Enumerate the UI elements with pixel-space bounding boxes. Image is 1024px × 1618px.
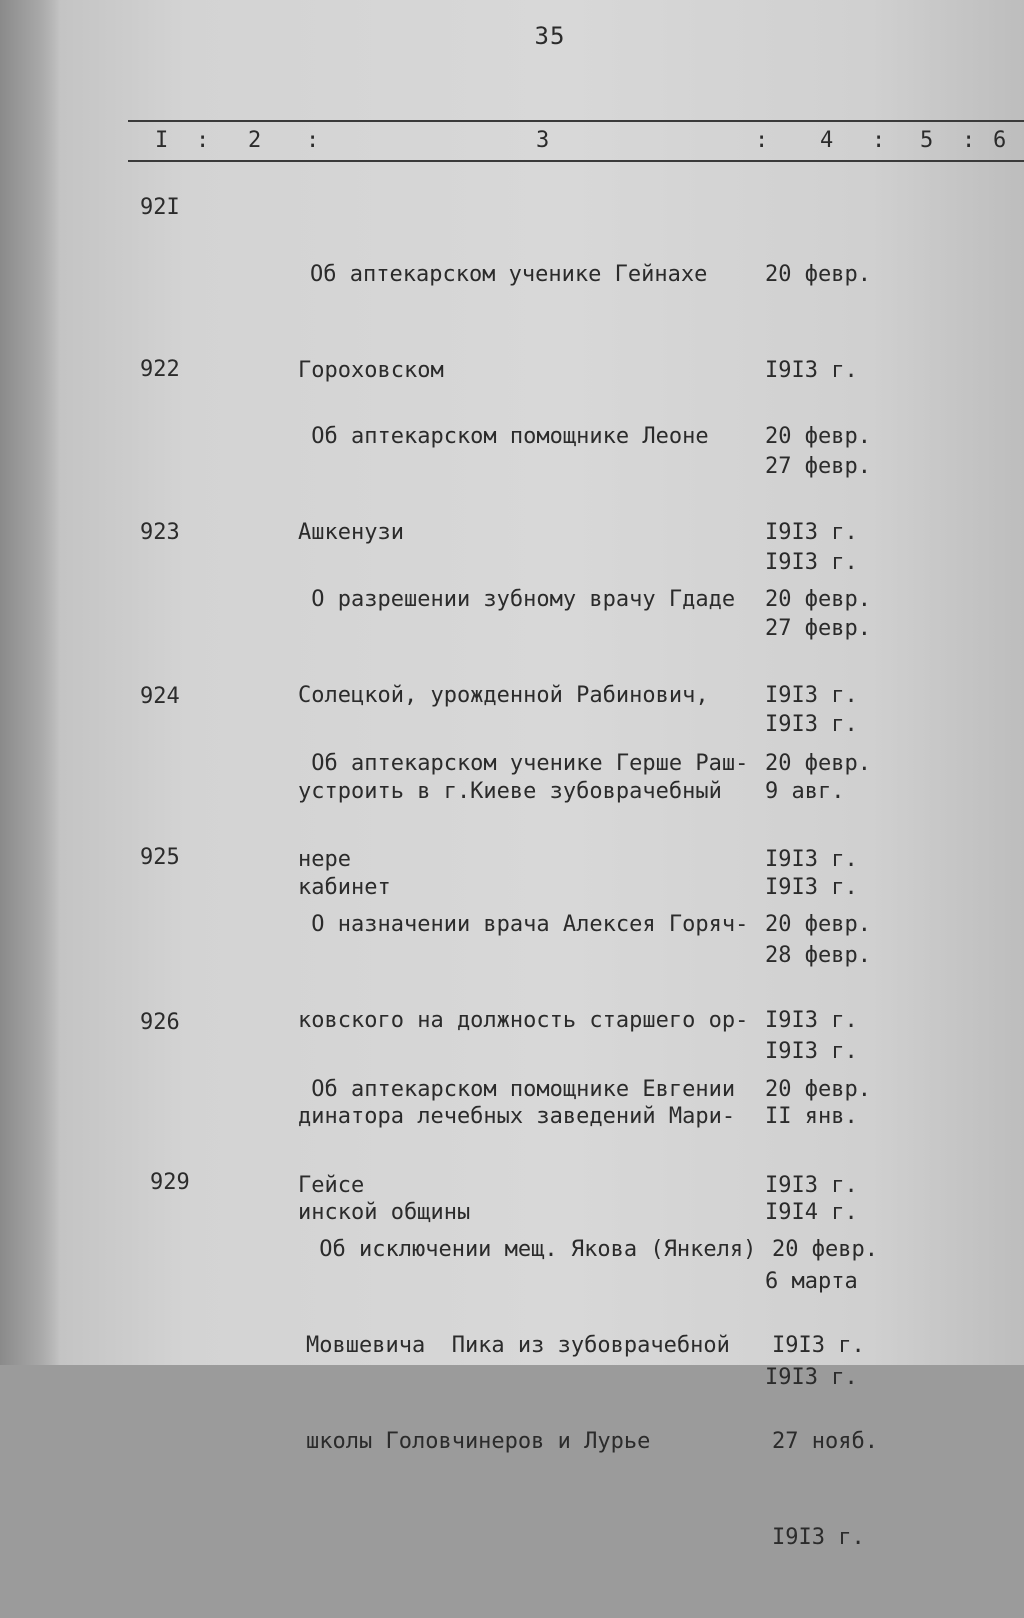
entry-number: 925: [140, 845, 180, 870]
header-top-rule: [128, 120, 1024, 122]
entry-title-line: Мовшевича Пика из зубоврачебной: [306, 1333, 730, 1358]
entry-date-line: 27 февр.: [765, 616, 871, 641]
entry-date-line: I9I3 г.: [765, 712, 858, 737]
entry-number: 924: [140, 684, 180, 709]
entry-title: [306, 1170, 776, 1522]
entry-title-line: Об исключении мещ. Якова (Янкеля): [306, 1237, 757, 1262]
entry-date-line: 27 нояб.: [772, 1429, 878, 1454]
entry-title-line: Об аптекарском ученике Герше Раш-: [298, 751, 749, 776]
column-header-5: 5: [920, 128, 934, 153]
entry-number: 926: [140, 1010, 180, 1035]
entry-title-line: школы Головчинеров и Лурье: [306, 1429, 651, 1454]
entry-title-line: ковского на должность старшего ор-: [298, 1008, 749, 1033]
entry-date-line: 20 февр.: [765, 424, 871, 449]
entry-title-line: Ашкенузи: [298, 520, 404, 545]
entry-date-line: I9I3 г.: [772, 1333, 865, 1358]
entry-title-line: Об аптекарском помощнике Леоне: [298, 424, 709, 449]
entry-date-line: 27 февр.: [765, 454, 871, 479]
binding-shadow: [0, 0, 60, 1365]
entry-date-line: II янв.: [765, 1104, 858, 1129]
entry-date-line: I9I3 г.: [772, 1525, 865, 1550]
entry-date-line: I9I4 г.: [765, 1200, 858, 1225]
entry-number: 922: [140, 357, 180, 382]
entry-date-line: I9I3 г.: [765, 683, 858, 708]
entry-date-line: 20 февр.: [772, 1237, 878, 1262]
column-separator: :: [962, 128, 976, 153]
column-header-2: 2: [248, 128, 262, 153]
column-header-4: 4: [820, 128, 834, 153]
column-header-6: 6: [993, 128, 1007, 153]
entry-date-line: I9I3 г.: [765, 1039, 858, 1064]
header-bottom-rule: [128, 160, 1024, 162]
entry-date-line: 20 февр.: [765, 751, 871, 776]
entry-date-line: I9I3 г.: [765, 847, 858, 872]
entry-date-line: 6 марта: [765, 1269, 858, 1294]
entry-title-line: динатора лечебных заведений Мари-: [298, 1104, 736, 1129]
entry-date-line: I9I3 г.: [765, 550, 858, 575]
entry-title-line: инской общины: [298, 1200, 471, 1225]
entry-title-line: Солецкой, урожденной Рабинович,: [298, 683, 709, 708]
entry-date-line: 20 февр.: [765, 262, 871, 287]
entry-title-line: нере: [298, 847, 351, 872]
column-separator: :: [196, 128, 210, 153]
entry-date-line: 9 авг.: [765, 779, 845, 804]
entry-date-line: 20 февр.: [765, 912, 871, 937]
entry-title-line: О разрешении зубному врачу Гдаде: [298, 587, 736, 612]
entry-date-line: 28 февр.: [765, 943, 871, 968]
entry-title-line: Гороховском: [298, 358, 444, 383]
entry-date-line: I9I3 г.: [765, 875, 858, 900]
entry-number: 929: [150, 1170, 190, 1195]
entry-number: 92I: [140, 195, 180, 220]
entry-title-line: Об аптекарском ученике Гейнахе: [310, 262, 708, 287]
column-separator: :: [872, 128, 886, 153]
entry-dates: [772, 1170, 902, 1618]
entry-date-line: I9I3 г.: [765, 358, 858, 383]
entry-title-line: кабинет: [298, 875, 391, 900]
entry-title-line: Об аптекарском помощнике Евгении: [298, 1077, 736, 1102]
entry-title-line: О назначении врача Алексея Горяч-: [298, 912, 749, 937]
entry-date-line: I9I3 г.: [765, 1008, 858, 1033]
column-header-3: 3: [536, 128, 550, 153]
column-header-row: [0, 128, 1024, 158]
entry-date-line: I9I3 г.: [765, 520, 858, 545]
column-header-1: I: [155, 128, 169, 153]
entry-title-line: Гейсе: [298, 1173, 365, 1198]
entry-date-line: 20 февр.: [765, 587, 871, 612]
entry-date-line: 20 февр.: [765, 1077, 871, 1102]
entry-date-line: I9I3 г.: [765, 1173, 858, 1198]
page-number: 35: [534, 22, 566, 50]
column-separator: :: [306, 128, 320, 153]
entry-date-line: I9I3 г.: [765, 1365, 858, 1390]
entry-number: 923: [140, 520, 180, 545]
entry-title-line: устроить в г.Киеве зубоврачебный: [298, 779, 722, 804]
column-separator: :: [755, 128, 769, 153]
